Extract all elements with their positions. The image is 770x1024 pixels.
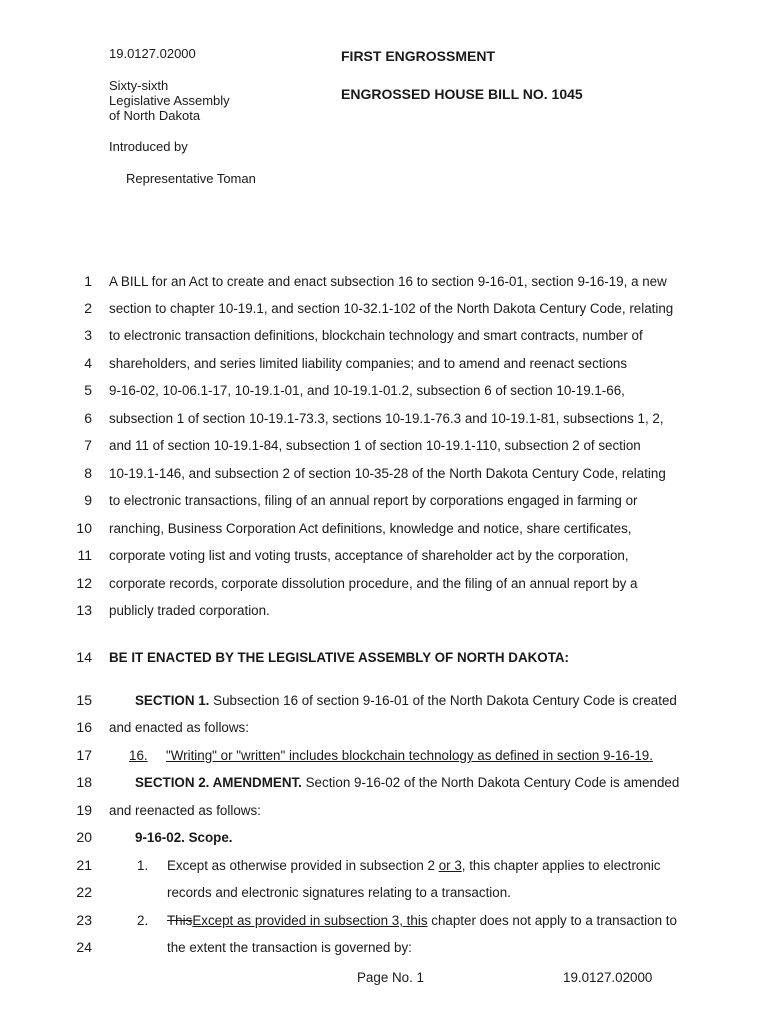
inserted-text: or 3 [438,858,462,873]
line-text: ranching, Business Corporation Act definitions, knowledge and notice, share certificates, [109,521,632,536]
document-number: 19.0127.02000 [109,46,196,61]
line-number: 17 [76,747,92,763]
line-text: corporate records, corporate dissolution procedure, and the filing of an annual report by a [109,576,638,591]
line-number: 2 [84,300,92,316]
page-number: Page No. 1 [357,970,424,985]
deleted-text: This [167,913,193,928]
line-number: 18 [76,774,92,790]
line-number: 1 [84,273,92,289]
line-number: 13 [76,602,92,618]
inserted-text: "Writing" or "written" includes blockchain technology as defined in section 9-16-19. [166,748,653,763]
enacting-clause: BE IT ENACTED BY THE LEGISLATIVE ASSEMBLY OF NORTH DAKOTA: [109,650,570,665]
line-number: 6 [84,410,92,426]
line-number: 11 [77,547,92,563]
section-2-heading [135,775,679,790]
line-text: records and electronic signatures relating to a transaction. [167,885,511,900]
introduced-by: Introduced by [109,139,188,154]
line-text [167,858,661,873]
assembly-line-1: Sixty-sixth [109,78,169,93]
line-text: 10-19.1-146, and subsection 2 of section 10-35-28 of the North Dakota Century Code, relating [109,466,666,481]
inserted-text: Except as provided in subsection 3, this [192,913,428,928]
line-text: section to chapter 10-19.1, and section 10-32.1-102 of the North Dakota Century Code, relating [109,301,674,316]
line-number: 15 [76,692,92,708]
line-text: the extent the transaction is governed by: [167,940,412,955]
line-number: 19 [76,802,92,818]
subsection-label: 2. [137,913,149,928]
text-segment: , this chapter applies to electronic [461,858,661,873]
engrossment-label: FIRST ENGROSSMENT [341,48,496,64]
line-number: 9 [84,492,92,508]
line-text: Section 9-16-02 of the North Dakota Century Code is amended [301,775,680,790]
line-text: subsection 1 of section 10-19.1-73.3, sections 10-19.1-76.3 and 10-19.1-81, subsections 1, 2, [109,411,664,426]
line-number: 24 [76,939,92,955]
line-number: 14 [76,649,92,665]
section-label: SECTION 2. AMENDMENT. [135,775,302,790]
line-text: and reenacted as follows: [109,803,261,818]
line-text [167,913,677,928]
assembly-line-3: of North Dakota [109,108,201,123]
assembly-block [109,78,230,123]
footer-document-number: 19.0127.02000 [563,970,653,985]
line-number: 12 [76,575,92,591]
text-segment: chapter does not apply to a transaction to [427,913,677,928]
line-number: 5 [84,382,92,398]
line-number: 4 [84,355,92,371]
line-text: A BILL for an Act to create and enact subsection 16 to section 9-16-01, section 9-16-19, a new [109,274,667,289]
line-text: to electronic transaction definitions, blockchain technology and smart contracts, number of [109,328,643,343]
bill-title: ENGROSSED HOUSE BILL NO. 1045 [341,86,583,102]
line-number: 23 [76,912,92,928]
line-text: publicly traded corporation. [109,603,270,618]
line-text: 9-16-02, 10-06.1-17, 10-19.1-01, and 10-19.1-01.2, subsection 6 of section 10-19.1-66, [109,383,625,398]
line-text: and enacted as follows: [109,720,249,735]
subsection-label: 16. [129,748,148,763]
line-number: 16 [76,719,92,735]
line-number: 20 [76,829,92,845]
line-text: shareholders, and series limited liability companies; and to amend and reenact sections [109,356,628,371]
line-number: 7 [84,437,92,453]
line-number: 10 [76,520,92,536]
section-title: 9-16-02. Scope. [135,830,233,845]
line-number: 3 [84,327,92,343]
line-number: 8 [84,465,92,481]
line-number: 22 [76,884,92,900]
section-label: SECTION 1. [135,693,210,708]
line-text: Subsection 16 of section 9-16-01 of the North Dakota Century Code is created [209,693,677,708]
line-text: corporate voting list and voting trusts, acceptance of shareholder act by the corporation, [109,548,629,563]
line-number: 21 [76,857,92,873]
line-text: and 11 of section 10-19.1-84, subsection 1 of section 10-19.1-110, subsection 2 of section [109,438,641,453]
text-segment: Except as otherwise provided in subsection 2 [167,858,439,873]
sponsor: Representative Toman [126,171,256,186]
subsection-label: 1. [137,858,149,873]
line-text: to electronic transactions, filing of an annual report by corporations engaged in farming or [109,493,638,508]
section-1-heading [135,693,677,708]
assembly-line-2: Legislative Assembly [109,93,230,108]
